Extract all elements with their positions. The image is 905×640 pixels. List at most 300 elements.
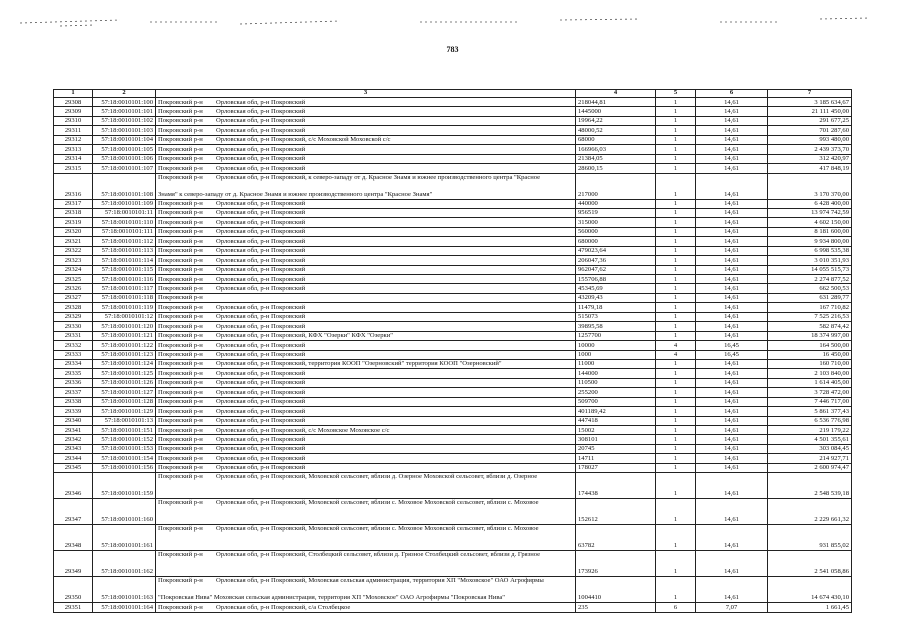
rate-cell: 14,61 [696, 577, 768, 603]
table-row [54, 173, 852, 199]
district-label: Покровский р-н [158, 417, 203, 425]
location-line [158, 352, 573, 359]
cadastral-value-cell: 931 855,02 [768, 525, 852, 551]
cadastral-number-cell: 57:18:0010101:152 [93, 435, 156, 444]
table-row [54, 275, 852, 284]
district-label: Покровский р-н [158, 155, 203, 163]
cadastral-number-cell: 57:18:0010101:119 [93, 303, 156, 312]
rate-cell: 14,61 [696, 275, 768, 284]
row-number-cell: 29317 [54, 199, 93, 208]
cadastral-value-cell: 2 439 373,70 [768, 145, 852, 154]
rate-cell: 14,61 [696, 499, 768, 525]
table-row [54, 246, 852, 255]
address-text: Орловская обл, р-н Покровский, с/а Столбецкое [216, 603, 351, 611]
location-cell [156, 227, 576, 236]
location-wrap [158, 239, 573, 246]
row-number-cell: 29338 [54, 397, 93, 406]
rate-cell: 14,61 [696, 173, 768, 199]
cadastral-number-cell: 57:18:0010101:115 [93, 265, 156, 274]
category-cell: 1 [656, 369, 696, 378]
header-cell-5: 5 [656, 90, 696, 98]
district-label: Покровский р-н [158, 294, 203, 302]
cadastral-number-cell: 57:18:0010101:112 [93, 237, 156, 246]
row-number-cell: 29348 [54, 525, 93, 551]
location-line [158, 399, 573, 406]
cadastral-number-cell: 57:18:0010101:116 [93, 275, 156, 284]
category-cell: 1 [656, 331, 696, 340]
category-cell: 1 [656, 473, 696, 499]
cadastral-number-cell: 57:18:0010101:122 [93, 341, 156, 350]
page-number: 783 [446, 45, 459, 54]
address-text: Орловская обл, р-н Покровский [216, 145, 306, 153]
district-label: Покровский р-н [158, 98, 203, 106]
address-text: Орловская обл, р-н Покровский, Моховской сельсовет, вблизи с. Моховое Моховской сельсовет, вблизи с. Моховое [216, 525, 539, 533]
cadastral-value-cell: 5 861 377,43 [768, 407, 852, 416]
category-cell: 1 [656, 359, 696, 368]
location-cell [156, 275, 576, 284]
area-cell: 1004410 [576, 577, 656, 603]
rate-cell: 14,61 [696, 369, 768, 378]
district-label: Покровский р-н [158, 266, 203, 274]
address-text: Орловская обл, р-н Покровский, Моховской сельсовет, вблизи с. Моховое Моховской сельсовет, вблизи с. Моховое [216, 499, 539, 507]
cadastral-number-cell: 57:18:0010101:113 [93, 246, 156, 255]
location-cell [156, 359, 576, 368]
location-wrap [158, 201, 573, 208]
address-text: Орловская обл, р-н Покровский [216, 284, 306, 292]
location-wrap [158, 267, 573, 274]
row-number-cell: 29343 [54, 444, 93, 453]
location-wrap [158, 456, 573, 463]
category-cell: 1 [656, 551, 696, 577]
area-cell: 144000 [576, 369, 656, 378]
category-cell: 1 [656, 303, 696, 312]
district-label: Покровский р-н [158, 237, 203, 245]
table-row [54, 551, 852, 577]
area-cell: 255200 [576, 388, 656, 397]
location-wrap [158, 314, 573, 321]
address-text: Орловская обл, р-н Покровский, с/с Моховской Моховской с/с [216, 136, 391, 144]
location-cell [156, 435, 576, 444]
address-text: Орловская обл, р-н Покровский, Моховская сельская администрация, территория ХП "Моховское" ОАО Агрофирмы [216, 577, 544, 585]
row-number-cell: 29349 [54, 551, 93, 577]
cadastral-value-cell: 2 229 661,32 [768, 499, 852, 525]
address-text: Орловская обл, р-н Покровский [216, 155, 306, 163]
category-cell: 1 [656, 463, 696, 472]
cadastral-number-cell: 57:18:0010101:12 [93, 312, 156, 321]
table-row [54, 499, 852, 525]
location-wrap [158, 248, 573, 255]
cadastral-value-cell: 662 500,53 [768, 284, 852, 293]
rate-cell: 14,61 [696, 359, 768, 368]
row-number-cell: 29320 [54, 227, 93, 236]
rate-cell: 14,61 [696, 145, 768, 154]
address-text: Орловская обл, р-н Покровский, с/с Моховское Моховское с/с [216, 426, 390, 434]
table-row [54, 369, 852, 378]
address-text: Орловская обл, р-н Покровский [216, 164, 306, 172]
area-cell: 447418 [576, 416, 656, 425]
row-number-cell: 29310 [54, 116, 93, 125]
address-continuation: Знамя" к северо-западу от д. Красное Знамя и южнее производственного центра "Красное Знамя" [158, 190, 433, 198]
table-row [54, 397, 852, 406]
district-label: Покровский р-н [158, 435, 203, 443]
cadastral-number-cell: 57:18:0010101:164 [93, 603, 156, 612]
rate-cell: 14,61 [696, 218, 768, 227]
row-number-cell: 29339 [54, 407, 93, 416]
category-cell: 1 [656, 116, 696, 125]
address-text: Орловская обл, р-н Покровский [216, 107, 306, 115]
cadastral-value-cell: 14 055 515,73 [768, 265, 852, 274]
row-number-cell: 29337 [54, 388, 93, 397]
cadastral-value-cell: 3 728 472,00 [768, 388, 852, 397]
category-cell: 1 [656, 265, 696, 274]
location-wrap [158, 380, 573, 387]
rate-cell: 14,61 [696, 397, 768, 406]
address-text: Орловская обл, р-н Покровский, КФХ "Озерки" КФХ "Озерки" [216, 332, 393, 340]
category-cell: 1 [656, 435, 696, 444]
row-number-cell: 29321 [54, 237, 93, 246]
row-number-cell: 29312 [54, 135, 93, 144]
district-label: Покровский р-н [158, 351, 203, 359]
district-label: Покровский р-н [158, 117, 203, 125]
row-number-cell: 29319 [54, 218, 93, 227]
row-number-cell: 29344 [54, 454, 93, 463]
district-label: Покровский р-н [158, 107, 203, 115]
category-cell: 1 [656, 98, 696, 107]
location-cell [156, 369, 576, 378]
header-cell-6: 6 [696, 90, 768, 98]
row-number-cell: 29335 [54, 369, 93, 378]
cadastral-value-cell: 312 420,97 [768, 154, 852, 163]
cadastral-value-cell: 291 677,25 [768, 116, 852, 125]
location-line [158, 258, 573, 265]
location-cell [156, 199, 576, 208]
area-cell: 218044,81 [576, 98, 656, 107]
address-text: Орловская обл, р-н Покровский [216, 209, 306, 217]
cadastral-number-cell: 57:18:0010101:154 [93, 454, 156, 463]
category-cell: 1 [656, 164, 696, 173]
location-cell [156, 378, 576, 387]
area-cell: 479023,64 [576, 246, 656, 255]
location-cell [156, 293, 576, 302]
category-cell: 1 [656, 208, 696, 217]
location-wrap [158, 175, 573, 199]
row-number-cell: 29328 [54, 303, 93, 312]
district-label: Покровский р-н [158, 136, 203, 144]
location-wrap [158, 552, 573, 576]
category-cell: 1 [656, 135, 696, 144]
table-row [54, 312, 852, 321]
cadastral-value-cell: 3 170 370,00 [768, 173, 852, 199]
location-line [158, 220, 573, 227]
cadastral-value-cell: 701 287,60 [768, 126, 852, 135]
category-cell: 1 [656, 426, 696, 435]
location-wrap [158, 526, 573, 550]
address-text: Орловская обл, р-н Покровский, Моховской сельсовет, вблизи д. Озерное Моховской сельсовет, вблизи д. Озерное [216, 473, 538, 481]
cadastral-value-cell: 6 998 535,38 [768, 246, 852, 255]
location-wrap [158, 109, 573, 116]
cadastral-value-cell: 6 428 400,00 [768, 199, 852, 208]
cadastral-number-cell: 57:18:0010101:106 [93, 154, 156, 163]
rate-cell: 14,61 [696, 416, 768, 425]
location-wrap [158, 156, 573, 163]
row-number-cell: 29333 [54, 350, 93, 359]
table-row [54, 208, 852, 217]
location-cell [156, 107, 576, 116]
location-line [158, 277, 573, 284]
category-cell: 1 [656, 416, 696, 425]
cadastral-number-cell: 57:18:0010101:127 [93, 388, 156, 397]
location-cell [156, 322, 576, 331]
category-cell: 1 [656, 407, 696, 416]
area-cell: 962047,62 [576, 265, 656, 274]
district-label: Покровский р-н [158, 407, 203, 415]
table-row [54, 388, 852, 397]
category-cell: 4 [656, 350, 696, 359]
row-number-cell: 29341 [54, 426, 93, 435]
row-number-cell: 29331 [54, 331, 93, 340]
location-line [158, 109, 573, 116]
location-cell [156, 173, 576, 199]
location-cell [156, 145, 576, 154]
table-row [54, 454, 852, 463]
cadastral-number-cell: 57:18:0010101:126 [93, 378, 156, 387]
table-row [54, 407, 852, 416]
district-label: Покровский р-н [158, 164, 203, 172]
area-cell: 235 [576, 603, 656, 612]
district-label: Покровский р-н [158, 369, 203, 377]
cadastral-value-cell: 13 974 742,59 [768, 208, 852, 217]
row-number-cell: 29342 [54, 435, 93, 444]
cadastral-number-cell: 57:18:0010101:125 [93, 369, 156, 378]
table-row [54, 359, 852, 368]
area-cell: 206047,36 [576, 256, 656, 265]
header-row [54, 90, 852, 98]
location-cell [156, 551, 576, 577]
cadastral-number-cell: 57:18:0010101:13 [93, 416, 156, 425]
table-row [54, 164, 852, 173]
area-cell: 152612 [576, 499, 656, 525]
table-row [54, 237, 852, 246]
rate-cell: 14,61 [696, 208, 768, 217]
row-number-cell: 29327 [54, 293, 93, 302]
address-text: Орловская обл, р-н Покровский [216, 247, 306, 255]
location-cell [156, 499, 576, 525]
location-wrap [158, 409, 573, 416]
rate-cell: 16,45 [696, 350, 768, 359]
cadastral-value-cell: 9 934 800,00 [768, 237, 852, 246]
cadastral-number-cell: 57:18:0010101:128 [93, 397, 156, 406]
district-label: Покровский р-н [158, 473, 203, 481]
location-cell [156, 525, 576, 551]
row-number-cell: 29334 [54, 359, 93, 368]
address-text: Орловская обл, р-н Покровский, территория КООП "Озерновский" территория КООП "Озерновский" [216, 360, 502, 368]
area-cell: 315000 [576, 218, 656, 227]
cadastral-value-cell: 2 103 840,00 [768, 369, 852, 378]
category-cell: 1 [656, 237, 696, 246]
cadastral-number-cell: 57:18:0010101:114 [93, 256, 156, 265]
category-cell: 1 [656, 444, 696, 453]
location-wrap [158, 399, 573, 406]
table-row [54, 116, 852, 125]
cadastral-value-cell: 219 179,22 [768, 426, 852, 435]
rate-cell: 14,61 [696, 116, 768, 125]
cadastral-value-cell: 214 927,71 [768, 454, 852, 463]
table-row [54, 463, 852, 472]
category-cell: 1 [656, 218, 696, 227]
cadastral-number-cell: 57:18:0010101:163 [93, 577, 156, 603]
category-cell: 1 [656, 322, 696, 331]
rate-cell: 14,61 [696, 126, 768, 135]
location-cell [156, 416, 576, 425]
rate-cell: 14,61 [696, 246, 768, 255]
district-label: Покровский р-н [158, 379, 203, 387]
cadastral-value-cell: 4 501 355,61 [768, 435, 852, 444]
row-number-cell: 29311 [54, 126, 93, 135]
district-label: Покровский р-н [158, 603, 203, 611]
cadastral-value-cell: 2 274 877,52 [768, 275, 852, 284]
table-row [54, 525, 852, 551]
area-cell: 15002 [576, 426, 656, 435]
cadastral-value-cell: 1 614 405,00 [768, 378, 852, 387]
district-label: Покровский р-н [158, 360, 203, 368]
rate-cell: 14,61 [696, 473, 768, 499]
location-cell [156, 331, 576, 340]
location-wrap [158, 390, 573, 397]
cadastral-number-cell: 57:18:0010101:111 [93, 227, 156, 236]
location-cell [156, 473, 576, 499]
location-cell [156, 303, 576, 312]
location-line [158, 118, 573, 125]
row-number-cell: 29332 [54, 341, 93, 350]
area-cell: 1445000 [576, 107, 656, 116]
area-cell: 509700 [576, 397, 656, 406]
category-cell: 1 [656, 397, 696, 406]
location-cell [156, 444, 576, 453]
area-cell: 515073 [576, 312, 656, 321]
address-text: Орловская обл, р-н Покровский [216, 464, 306, 472]
district-label: Покровский р-н [158, 209, 203, 217]
cadastral-number-cell: 57:18:0010101:153 [93, 444, 156, 453]
address-text: Орловская обл, р-н Покровский [216, 256, 306, 264]
rate-cell: 14,61 [696, 199, 768, 208]
location-cell [156, 237, 576, 246]
cadastral-value-cell: 18 374 997,00 [768, 331, 852, 340]
location-line [158, 465, 573, 472]
district-label: Покровский р-н [158, 173, 203, 181]
category-cell: 1 [656, 107, 696, 116]
location-line [158, 526, 573, 533]
location-line [158, 324, 573, 331]
area-cell: 10000 [576, 341, 656, 350]
address-text: Орловская обл, р-н Покровский [216, 126, 306, 134]
row-number-cell: 29336 [54, 378, 93, 387]
location-cell [156, 603, 576, 612]
district-label: Покровский р-н [158, 313, 203, 321]
district-label: Покровский р-н [158, 145, 203, 153]
location-wrap [158, 147, 573, 154]
location-wrap [158, 333, 573, 340]
location-line [158, 229, 573, 236]
row-number-cell: 29323 [54, 256, 93, 265]
rate-cell: 14,61 [696, 284, 768, 293]
area-cell: 20745 [576, 444, 656, 453]
location-line [158, 295, 573, 302]
location-wrap [158, 137, 573, 144]
cadastral-value-cell: 7 525 216,53 [768, 312, 852, 321]
table-header [54, 90, 852, 98]
cadastral-number-cell: 57:18:0010101:103 [93, 126, 156, 135]
table-row [54, 331, 852, 340]
cadastral-number-cell: 57:18:0010101:161 [93, 525, 156, 551]
table-row [54, 98, 852, 107]
area-cell: 155706,88 [576, 275, 656, 284]
location-wrap [158, 295, 573, 302]
area-cell: 43209,43 [576, 293, 656, 302]
table-row [54, 265, 852, 274]
land-register-table [53, 89, 852, 613]
category-cell: 1 [656, 246, 696, 255]
area-cell: 1000 [576, 350, 656, 359]
category-cell: 1 [656, 454, 696, 463]
district-label: Покровский р-н [158, 398, 203, 406]
cadastral-value-cell: 4 602 150,00 [768, 218, 852, 227]
cadastral-number-cell: 57:18:0010101:117 [93, 284, 156, 293]
category-cell: 1 [656, 499, 696, 525]
location-wrap [158, 305, 573, 312]
row-number-cell: 29351 [54, 603, 93, 612]
address-text: Орловская обл, р-н Покровский [216, 237, 306, 245]
rate-cell: 14,61 [696, 135, 768, 144]
location-wrap [158, 166, 573, 173]
row-number-cell: 29326 [54, 284, 93, 293]
address-text: Орловская обл, р-н Покровский [216, 228, 306, 236]
rate-cell: 14,61 [696, 378, 768, 387]
address-text: Орловская обл, р-н Покровский [216, 417, 306, 425]
district-label: Покровский р-н [158, 499, 203, 507]
location-line [158, 456, 573, 463]
location-line [158, 409, 573, 416]
address-text: Орловская обл, р-н Покровский [216, 351, 306, 359]
location-wrap [158, 100, 573, 107]
location-cell [156, 397, 576, 406]
location-cell [156, 246, 576, 255]
category-cell: 1 [656, 145, 696, 154]
area-cell: 48000,52 [576, 126, 656, 135]
location-line [158, 166, 573, 173]
district-label: Покровский р-н [158, 426, 203, 434]
area-cell: 217000 [576, 173, 656, 199]
location-line [158, 248, 573, 255]
scan-artifact-marks [0, 0, 905, 30]
category-cell: 4 [656, 341, 696, 350]
cadastral-value-cell: 631 289,77 [768, 293, 852, 302]
row-number-cell: 29324 [54, 265, 93, 274]
location-cell [156, 135, 576, 144]
category-cell: 1 [656, 126, 696, 135]
category-cell: 1 [656, 525, 696, 551]
cadastral-number-cell: 57:18:0010101:109 [93, 199, 156, 208]
cadastral-value-cell: 164 500,00 [768, 341, 852, 350]
location-wrap [158, 128, 573, 135]
location-line [158, 210, 573, 217]
rate-cell: 14,61 [696, 227, 768, 236]
district-label: Покровский р-н [158, 303, 203, 311]
cadastral-number-cell: 57:18:0010101:156 [93, 463, 156, 472]
address-text: Орловская обл, р-н Покровский [216, 313, 306, 321]
location-wrap [158, 324, 573, 331]
location-line [158, 201, 573, 208]
location-wrap [158, 343, 573, 350]
